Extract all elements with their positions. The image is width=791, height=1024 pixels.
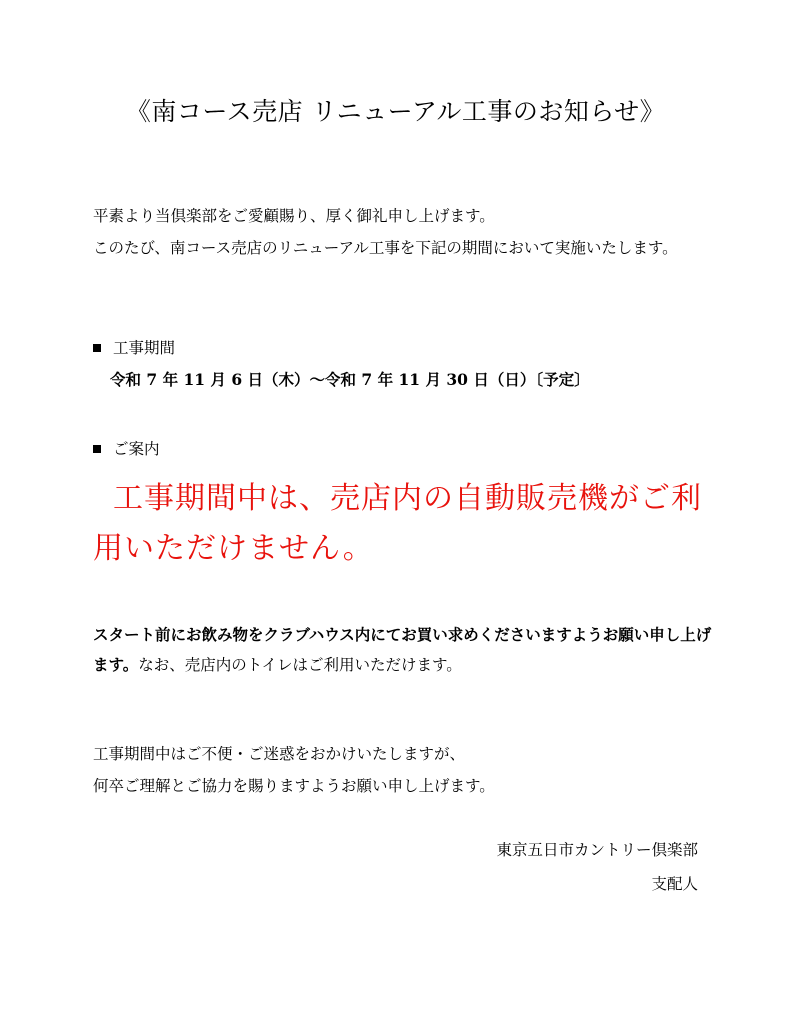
intro-paragraph (93, 200, 703, 264)
period-heading-label: 工事期間 (113, 339, 176, 357)
closing-paragraph (93, 738, 703, 802)
closing-line-1: 工事期間中はご不便・ご迷惑をおかけいたしますが、 (93, 745, 466, 763)
guide-heading-label: ご案内 (113, 440, 160, 458)
signature-organization: 東京五日市カントリー倶楽部 (496, 841, 698, 859)
advice-normal-text: なお、売店内のトイレはご利用いただけます。 (138, 656, 462, 674)
intro-line-1: 平素より当倶楽部をご愛顧賜り、厚く御礼申し上げます。 (93, 207, 495, 225)
closing-line-2: 何卒ご理解とご協力を賜りますようお願い申し上げます。 (93, 777, 495, 795)
intro-line-2: このたび、南コース売店のリニューアル工事を下記の期間において実施いたします。 (93, 239, 678, 257)
period-heading (93, 337, 175, 359)
square-bullet-icon (93, 445, 101, 453)
guide-heading (93, 438, 160, 460)
advice-paragraph (93, 620, 713, 680)
signature-role: 支配人 (651, 875, 698, 893)
square-bullet-icon (93, 344, 101, 352)
advice-bold-text: スタート前にお飲み物をクラブハウス内にてお買い求めくださいますようお願い申し上げます。 (93, 625, 712, 674)
period-dates: 令和 7 年 11 月 6 日（木）～令和 7 年 11 月 30 日（日）〔予定〕 (110, 370, 590, 389)
notice-text: 工事期間中は、売店内の自動販売機がご利用いただけません。 (93, 481, 702, 566)
vending-machine-notice (93, 474, 713, 574)
document-title: 《南コース売店 リニューアル工事のお知らせ》 (125, 97, 666, 126)
